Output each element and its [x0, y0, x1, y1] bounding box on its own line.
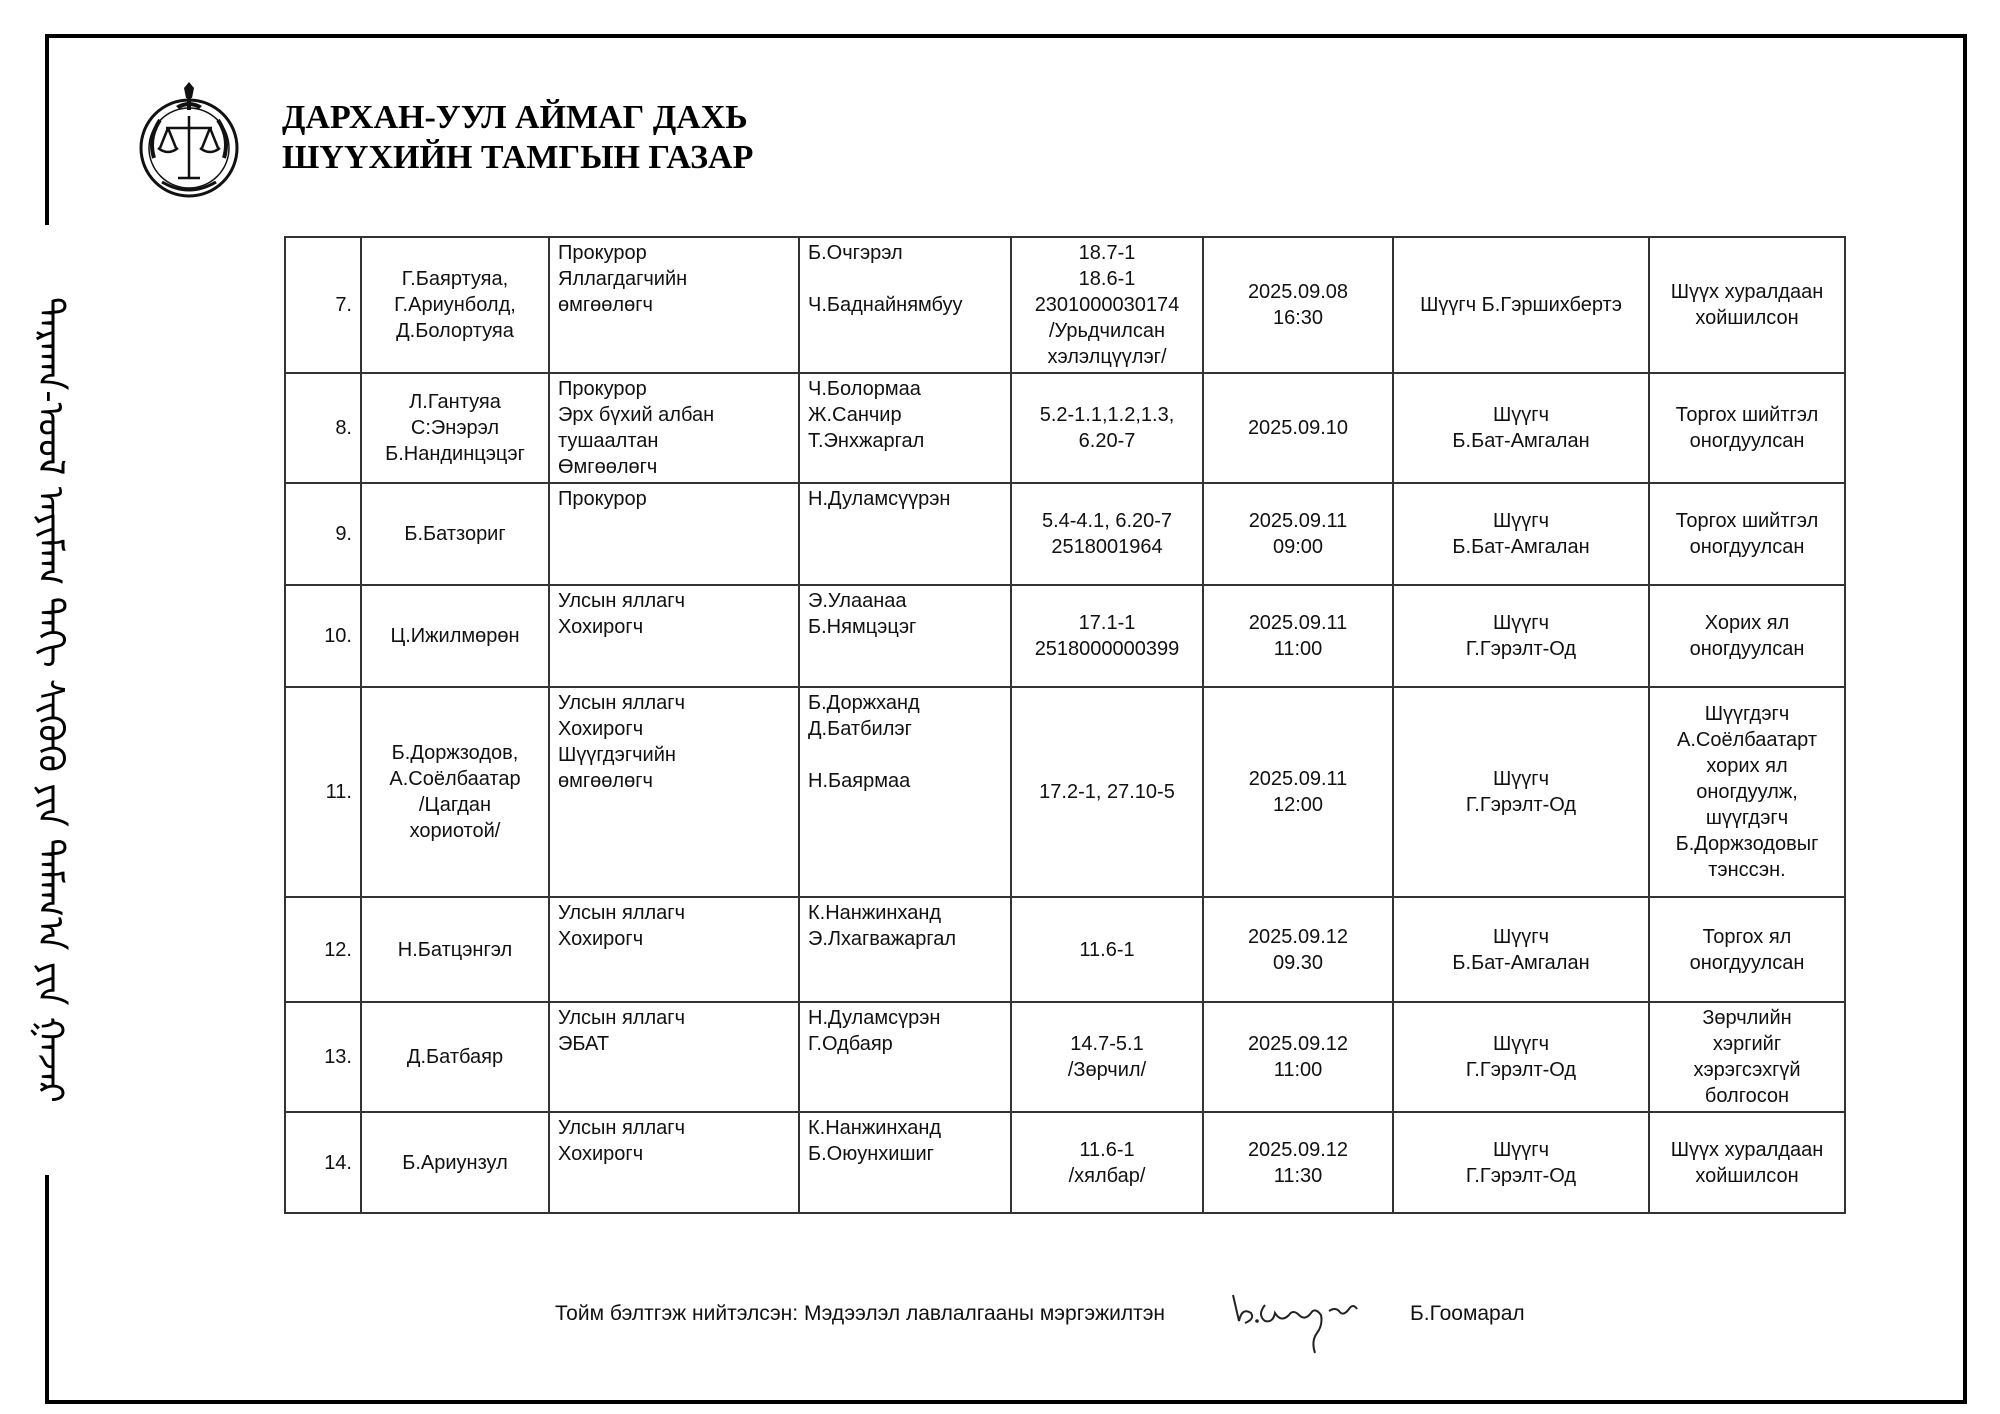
participants-cell: Н.Дуламсүүрэн — [799, 483, 1011, 585]
roles-cell: Улсын яллагч Хохирогч — [549, 1112, 799, 1213]
parties-cell: Б.Ариунзул — [361, 1112, 549, 1213]
outcome-cell: Торгох шийтгэл оногдуулсан — [1649, 483, 1845, 585]
roles-cell: Улсын яллагч Хохирогч — [549, 897, 799, 1002]
outcome-cell: Торгох ял оногдуулсан — [1649, 897, 1845, 1002]
outcome-cell: Шүүх хуралдаан хойшилсон — [1649, 1112, 1845, 1213]
roles-cell: Улсын яллагч Хохирогч — [549, 585, 799, 687]
parties-cell: Б.Батзориг — [361, 483, 549, 585]
table-row — [285, 373, 1845, 483]
author-name: Б.Гоомарал — [1410, 1302, 1525, 1325]
table-row — [285, 585, 1845, 687]
participants-cell: Э.Улаанаа Б.Нямцэцэг — [799, 585, 1011, 687]
article-cell: 5.2-1.1,1.2,1.3, 6.20-7 — [1011, 373, 1203, 483]
row-number: 7. — [285, 237, 361, 373]
org-line-1: ДАРХАН-УУЛ АЙМАГ ДАХЬ — [282, 99, 748, 136]
judge-cell: Шүүгч Б.Бат-Амгалан — [1393, 483, 1649, 585]
table-row — [285, 483, 1845, 585]
article-cell: 14.7-5.1 /Зөрчил/ — [1011, 1002, 1203, 1112]
judge-cell: Шүүгч Г.Гэрэлт-Од — [1393, 1112, 1649, 1213]
datetime-cell: 2025.09.10 — [1203, 373, 1393, 483]
row-number: 8. — [285, 373, 361, 483]
row-number: 10. — [285, 585, 361, 687]
article-cell: 17.1-1 2518000000399 — [1011, 585, 1203, 687]
court-emblem-icon — [138, 82, 240, 206]
datetime-cell: 2025.09.12 11:30 — [1203, 1112, 1393, 1213]
datetime-cell: 2025.09.11 11:00 — [1203, 585, 1393, 687]
article-cell: 11.6-1 /хялбар/ — [1011, 1112, 1203, 1213]
side-script-text: ᠳᠠᠷᠬᠠᠨ-ᠤᠤᠯ ᠠᠶᠢᠮᠠᠭ ᠳᠠᠬᠢ ᠱᠢᠭᠦᠬᠦ ᠶᠢᠨ ᠲᠠᠮᠠᠭ᠎ᠠ ᠶᠢᠨ ᠭᠠᠵᠠᠷ — [29, 297, 71, 1103]
article-cell: 17.2-1, 27.10-5 — [1011, 687, 1203, 897]
outcome-cell: Торгох шийтгэл оногдуулсан — [1649, 373, 1845, 483]
prepared-by-text: Тойм бэлтгэж нийтэлсэн: Мэдээлэл лавлалгааны мэргэжилтэн — [555, 1302, 1166, 1325]
handwritten-signature — [1225, 1275, 1385, 1365]
datetime-cell: 2025.09.12 11:00 — [1203, 1002, 1393, 1112]
table-row — [285, 897, 1845, 1002]
parties-cell: Л.Гантуяа С:Энэрэл Б.Нандинцэцэг — [361, 373, 549, 483]
row-number: 14. — [285, 1112, 361, 1213]
case-results-table — [284, 236, 1846, 1214]
judge-cell: Шүүгч Г.Гэрэлт-Од — [1393, 585, 1649, 687]
parties-cell: Г.Баяртуяа, Г.Ариунболд, Д.Болортуяа — [361, 237, 549, 373]
row-number: 9. — [285, 483, 361, 585]
judge-cell: Шүүгч Г.Гэрэлт-Од — [1393, 687, 1649, 897]
row-number: 13. — [285, 1002, 361, 1112]
table-row — [285, 1112, 1845, 1213]
parties-cell: Д.Батбаяр — [361, 1002, 549, 1112]
organization-title — [282, 98, 753, 178]
participants-cell: К.Нанжинханд Б.Оюунхишиг — [799, 1112, 1011, 1213]
parties-cell: Б.Доржзодов, А.Соёлбаатар /Цагдан хориотой/ — [361, 687, 549, 897]
row-number: 12. — [285, 897, 361, 1002]
table-row — [285, 237, 1845, 373]
participants-cell: Б.Очгэрэл Ч.Баднайнямбуу — [799, 237, 1011, 373]
parties-cell: Ц.Ижилмөрөн — [361, 585, 549, 687]
article-cell: 5.4-4.1, 6.20-7 2518001964 — [1011, 483, 1203, 585]
datetime-cell: 2025.09.12 09.30 — [1203, 897, 1393, 1002]
table-row — [285, 687, 1845, 897]
outcome-cell: Хорих ял оногдуулсан — [1649, 585, 1845, 687]
judge-cell: Шүүгч Г.Гэрэлт-Од — [1393, 1002, 1649, 1112]
roles-cell: Улсын яллагч Хохирогч Шүүгдэгчийн өмгөөлөгч — [549, 687, 799, 897]
participants-cell: Н.Дуламсүрэн Г.Одбаяр — [799, 1002, 1011, 1112]
participants-cell: К.Нанжинханд Э.Лхагважаргал — [799, 897, 1011, 1002]
judge-cell: Шүүгч Б.Бат-Амгалан — [1393, 373, 1649, 483]
article-cell: 18.7-1 18.6-1 2301000030174 /Урьдчилсан хэлэлцүүлэг/ — [1011, 237, 1203, 373]
datetime-cell: 2025.09.08 16:30 — [1203, 237, 1393, 373]
vertical-mongolian-script — [10, 225, 90, 1175]
parties-cell: Н.Батцэнгэл — [361, 897, 549, 1002]
outcome-cell: Шүүх хуралдаан хойшилсон — [1649, 237, 1845, 373]
participants-cell: Б.Доржханд Д.Батбилэг Н.Баярмаа — [799, 687, 1011, 897]
judge-cell: Шүүгч Б.Гэршихбертэ — [1393, 237, 1649, 373]
roles-cell: Прокурор Яллагдагчийн өмгөөлөгч — [549, 237, 799, 373]
roles-cell: Прокурор — [549, 483, 799, 585]
outcome-cell: Зөрчлийн хэргийг хэрэгсэхгүй болгосон — [1649, 1002, 1845, 1112]
table-row — [285, 1002, 1845, 1112]
outcome-cell: Шүүгдэгч А.Соёлбаатарт хорих ял оногдуулж, шүүгдэгч Б.Доржзодовыг тэнссэн. — [1649, 687, 1845, 897]
datetime-cell: 2025.09.11 09:00 — [1203, 483, 1393, 585]
article-cell: 11.6-1 — [1011, 897, 1203, 1002]
judge-cell: Шүүгч Б.Бат-Амгалан — [1393, 897, 1649, 1002]
row-number: 11. — [285, 687, 361, 897]
participants-cell: Ч.Болормаа Ж.Санчир Т.Энхжаргал — [799, 373, 1011, 483]
roles-cell: Прокурор Эрх бүхий албан тушаалтан Өмгөөлөгч — [549, 373, 799, 483]
datetime-cell: 2025.09.11 12:00 — [1203, 687, 1393, 897]
org-line-2: ШҮҮХИЙН ТАМГЫН ГАЗАР — [282, 139, 754, 176]
roles-cell: Улсын яллагч ЭБАТ — [549, 1002, 799, 1112]
